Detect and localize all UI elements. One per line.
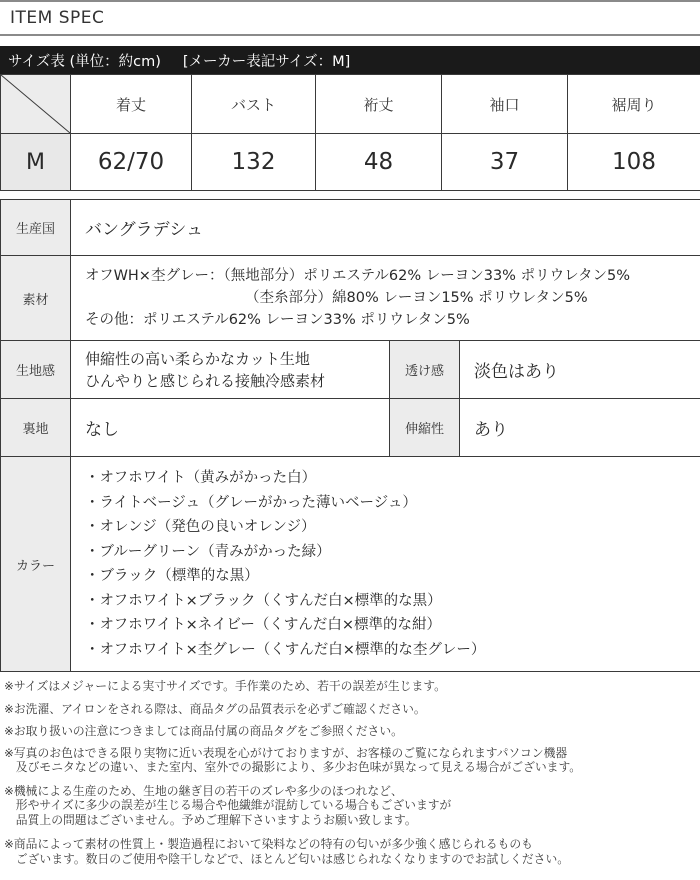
color-cell [71, 457, 700, 672]
list-item: ・ライトベージュ（グレーがかった薄いベージュ） [85, 494, 417, 511]
list-item: ・オフホワイト×ネイビー（くすんだ白×標準的な紺） [85, 617, 442, 633]
texture-line-1: 伸縮性の高い柔らかなカット生地 [85, 349, 310, 368]
spec-table [0, 199, 700, 672]
size-label-m: M [1, 134, 71, 191]
header-cuff: 袖口 [442, 75, 568, 134]
diagonal-line-icon [1, 75, 70, 133]
texture-cell [71, 341, 390, 399]
size-table-row [1, 134, 700, 191]
value-length: 62/70 [71, 134, 192, 191]
note-item: 品質上の問題はございません。予めご理解下さいますようお願い致します。 [4, 812, 417, 827]
material-line-1: オフWH×杢グレー：（無地部分）ポリエステル62% レーヨン33% ポリウレタン5% [85, 268, 630, 284]
value-hem: 108 [568, 134, 700, 191]
list-item: ・オフホワイト×杢グレー（くすんだ白×標準的な杢グレー） [85, 641, 486, 658]
origin-value: バングラデシュ [71, 200, 700, 256]
note-item: ※商品によって素材の性質上・製造過程において染料などの特有の匂いが多少強く感じられるものも [4, 837, 533, 851]
maker-size-label: [メーカー表記サイズ：M] [182, 53, 351, 70]
material-line-3: その他：ポリエステル62% レーヨン33% ポリウレタン5% [85, 312, 470, 328]
color-label: カラー [1, 457, 71, 672]
page-title: ITEM SPEC [10, 8, 105, 28]
material-line-2: （杢糸部分）綿80% レーヨン15% ポリウレタン5% [245, 290, 588, 306]
list-item: ・ブラック（標準的な黒） [85, 568, 259, 584]
value-bust: 132 [192, 134, 316, 191]
note-item: ※お取り扱いの注意につきましては商品付属の商品タグをご参照ください。 [4, 724, 403, 738]
origin-label: 生産国 [1, 200, 71, 256]
list-item: ・オレンジ（発色の良いオレンジ） [85, 519, 316, 535]
stretch-value: あり [460, 399, 700, 457]
material-row [1, 256, 700, 341]
note-item: ございます。数日のご使用や陰干しなどで、ほとんど匂いは感じられなくなりますのでお試しください。 [4, 851, 570, 866]
sheer-label: 透け感 [390, 341, 460, 399]
stretch-label: 伸縮性 [390, 399, 460, 457]
note-item: ※機械による生産のため、生地の継ぎ目の若干のズレや多少のほつれなど、 [4, 783, 403, 798]
header-length: 着丈 [71, 75, 192, 134]
size-table-header-row [1, 75, 700, 134]
size-table-caption: サイズ表 (単位：約cm) [8, 53, 161, 70]
header-hem: 裾周り [568, 75, 700, 134]
sheer-value: 淡色はあり [460, 341, 700, 399]
header-sleeve-length: 裄丈 [316, 75, 442, 134]
list-item: ・オフホワイト（黄みがかった白） [85, 470, 317, 486]
lining-label: 裏地 [1, 399, 71, 457]
list-item: ・ブルーグリーン（青みがかった緑） [85, 543, 331, 560]
texture-row [1, 341, 700, 399]
material-label: 素材 [1, 256, 71, 341]
origin-row [1, 200, 700, 256]
note-item: 及びモニタなどの違い、また室内、室外での撮影により、多少お色味が異なって見える場合がございます。 [4, 760, 582, 774]
lining-value: なし [71, 399, 390, 457]
header-bust: バスト [192, 75, 316, 134]
notes-section [4, 679, 700, 866]
color-row [1, 457, 700, 672]
note-item: 形やサイズに多少の誤差が生じる場合や他繊維が混紡している場合もございますが [4, 798, 452, 812]
note-item: ※サイズはメジャーによる実寸サイズです。手作業のため、若干の誤差が生じます。 [4, 679, 446, 693]
title-bar [0, 0, 700, 36]
size-table [0, 74, 700, 191]
note-item: ※写真のお色はできる限り実物に近い表現を心がけておりますが、お客様のご覧になられますパソコン機器 [4, 745, 568, 760]
lining-row [1, 399, 700, 457]
value-sleeve-length: 48 [316, 134, 442, 191]
value-cuff: 37 [442, 134, 568, 191]
texture-label: 生地感 [1, 341, 71, 399]
list-item: ・オフホワイト×ブラック（くすんだ白×標準的な黒） [85, 592, 442, 609]
texture-line-2: ひんやりと感じられる接触冷感素材 [85, 371, 326, 390]
size-table-header-bar [0, 46, 700, 74]
corner-cell [1, 75, 71, 134]
color-list [71, 466, 700, 662]
material-cell [71, 256, 700, 341]
note-item: ※お洗濯、アイロンをされる際は、商品タグの品質表示を必ずご確認ください。 [4, 701, 426, 716]
